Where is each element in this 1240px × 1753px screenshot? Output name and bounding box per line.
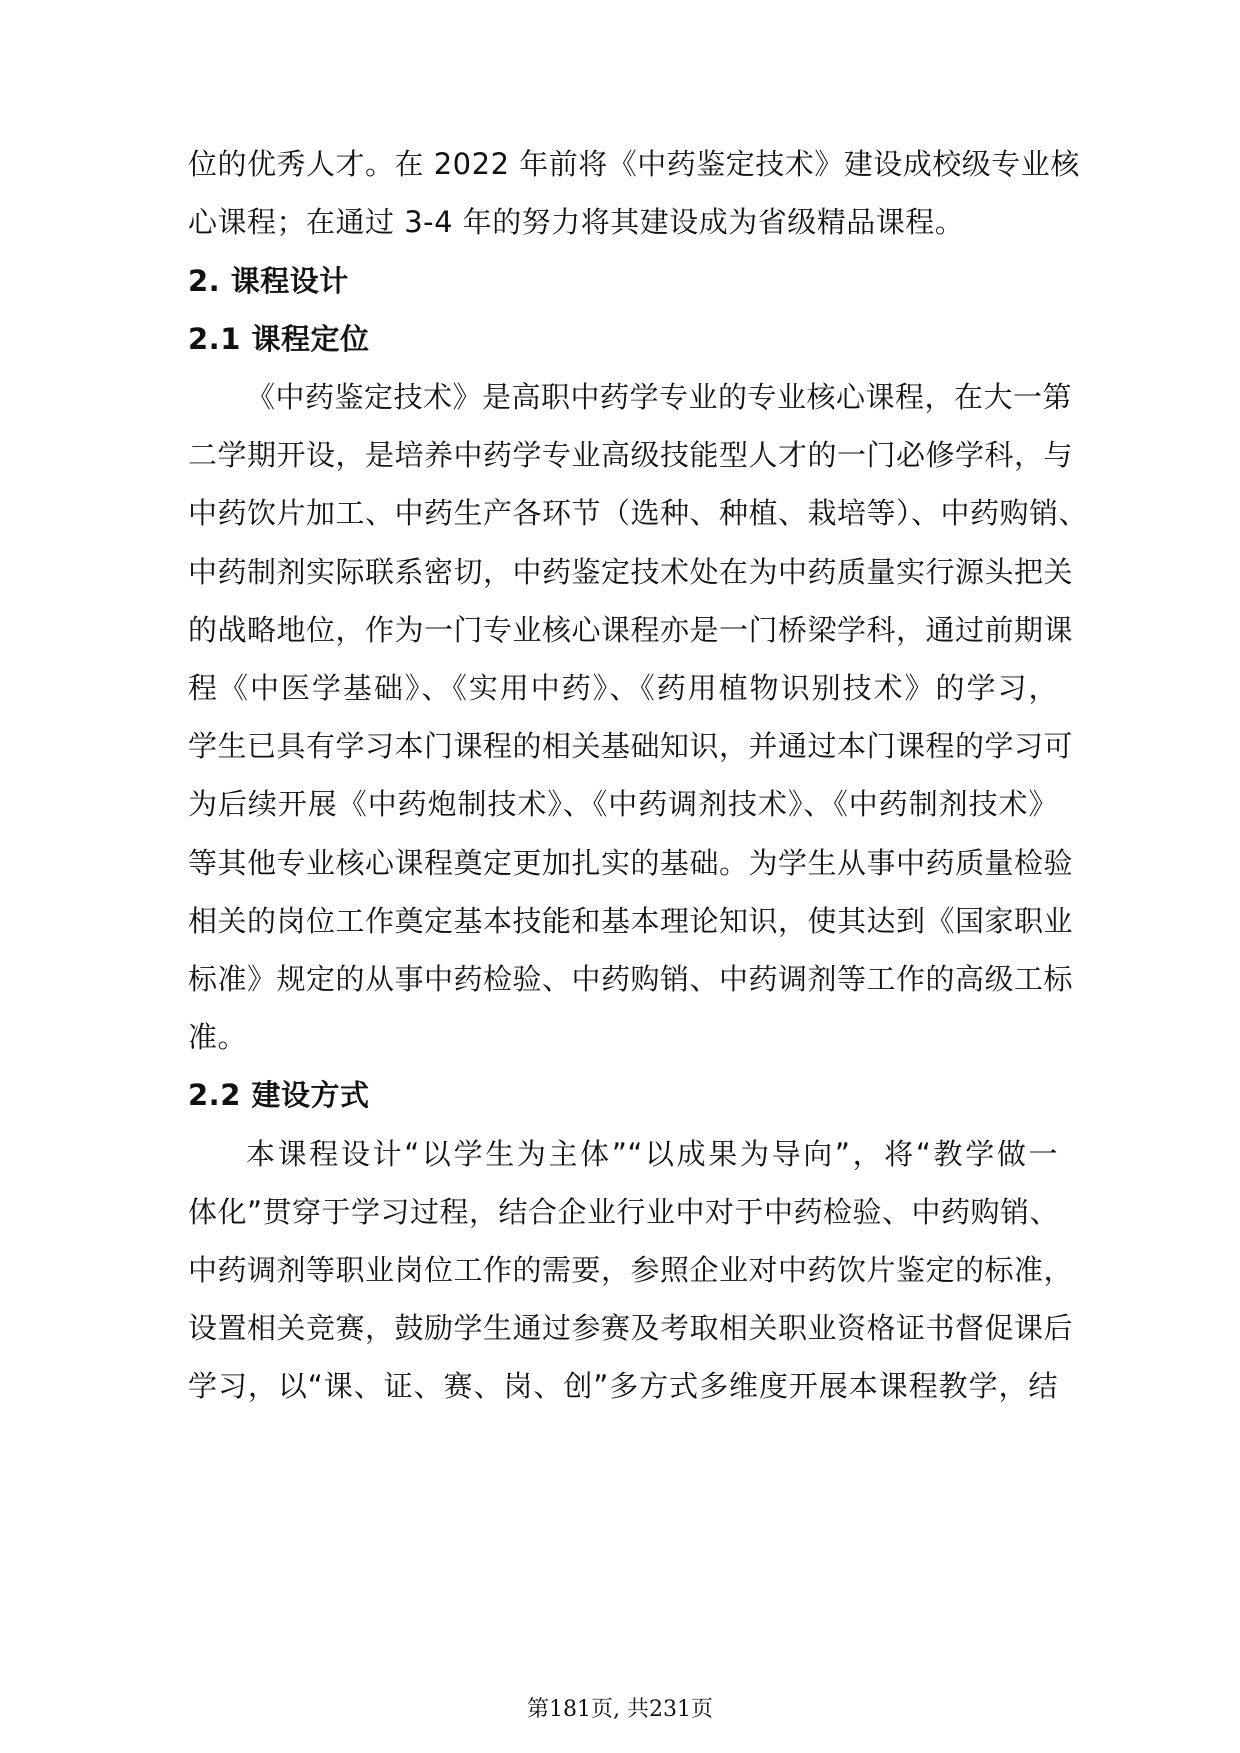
paragraph-line: 学生已具有学习本门课程的相关基础知识，并通过本门课程的学习可 [188, 729, 1074, 763]
paragraph-line: 准。 [188, 1020, 248, 1054]
paragraph-line: 为后续开展《中药炮制技术》、《中药调剂技术》、《中药制剂技术》 [188, 787, 1058, 821]
paragraph-line: 设置相关竞赛，鼓励学生通过参赛及考取相关职业资格证书督促课后 [188, 1311, 1074, 1345]
paragraph-line: 相关的岗位工作奠定基本技能和基本理论知识，使其达到《国家职业 [188, 904, 1074, 938]
paragraph-line: 中药调剂等职业岗位工作的需要，参照企业对中药饮片鉴定的标准， [188, 1253, 1074, 1287]
paragraph-line: 的战略地位，作为一门专业核心课程亦是一门桥梁学科，通过前期课 [188, 613, 1074, 647]
paragraph-line: 学习，以“课、证、赛、岗、创”多方式多维度开展本课程教学，结 [188, 1369, 1058, 1403]
paragraph-line: 中药饮片加工、中药生产各环节（选种、种植、栽培等）、中药购销、 [188, 496, 1089, 530]
page-number: 第181页, 共231页 [527, 1697, 713, 1722]
paragraph-line: 中药制剂实际联系密切，中药鉴定技术处在为中药质量实行源头把关 [188, 555, 1074, 589]
paragraph-line: 程《中医学基础》、《实用中药》、《药用植物识别技术》的学习， [188, 671, 1058, 705]
subsection-heading: 2.2 建设方式 [188, 1078, 370, 1112]
paragraph-line: 体化”贯穿于学习过程，结合企业行业中对于中药检验、中药购销、 [188, 1195, 1060, 1229]
paragraph-line: 位的优秀人才。在 2022 年前将《中药鉴定技术》建设成校级专业核 [188, 147, 1080, 181]
paragraph-line: 《中药鉴定技术》是高职中药学专业的专业核心课程，在大一第 [246, 380, 1073, 414]
paragraph-line: 标准》规定的从事中药检验、中药购销、中药调剂等工作的高级工标 [188, 962, 1074, 996]
paragraph-line: 二学期开设，是培养中药学专业高级技能型人才的一门必修学科，与 [188, 438, 1074, 472]
subsection-heading: 2.1 课程定位 [188, 322, 370, 356]
paragraph-line: 心课程；在通过 3-4 年的努力将其建设成为省级精品课程。 [188, 205, 965, 239]
paragraph-line: 本课程设计“以学生为主体”“以成果为导向”，将“教学做一 [246, 1137, 1058, 1171]
paragraph-line: 等其他专业核心课程奠定更加扎实的基础。为学生从事中药质量检验 [188, 846, 1074, 880]
section-heading: 2. 课程设计 [188, 264, 349, 298]
